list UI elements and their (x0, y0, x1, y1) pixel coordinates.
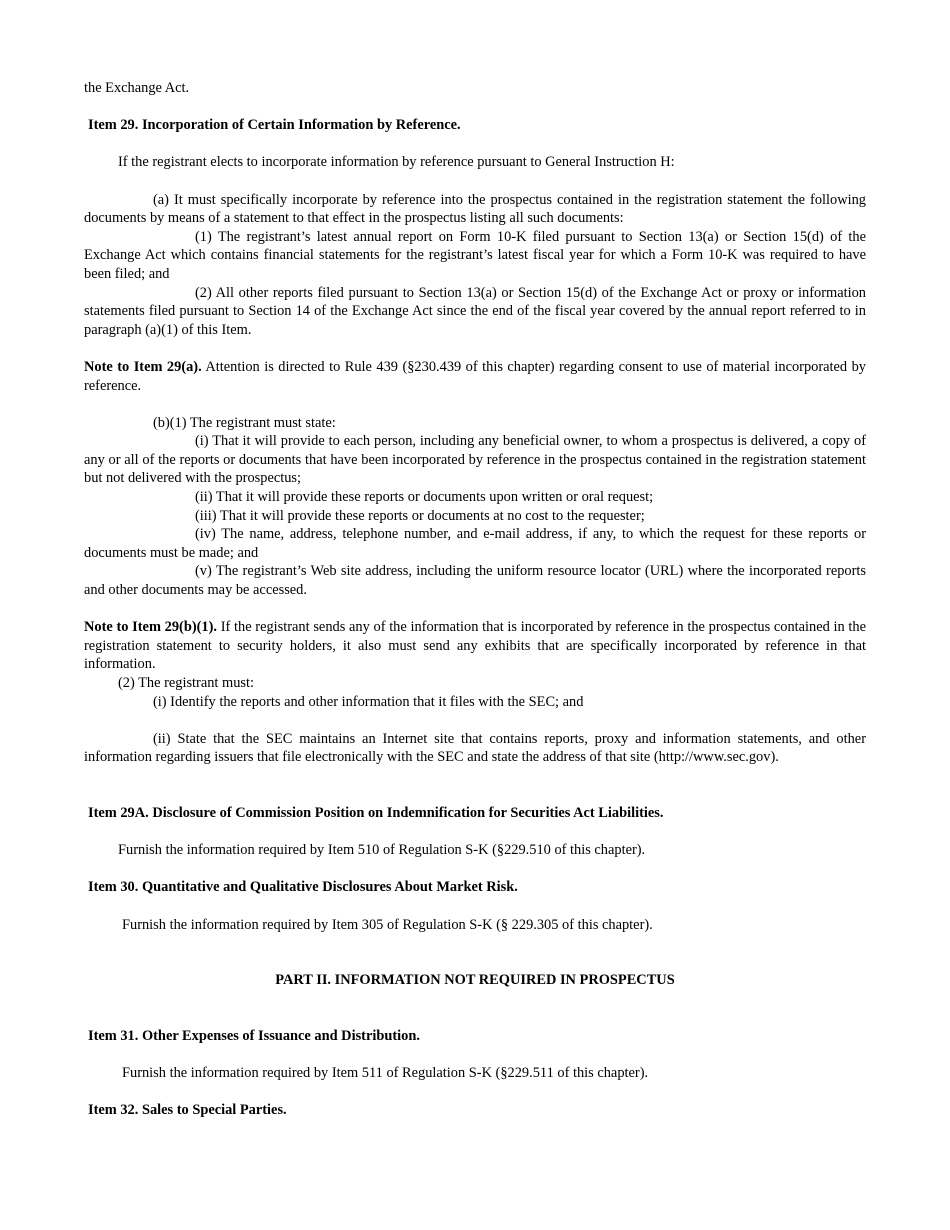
item-29-a2: (2) All other reports filed pursuant to Section 13(a) or Section 15(d) of the Exchange Act or proxy or information statements filed pursuant to Section 14 of the Exchange Act since the end of the fiscal year covered by the annual report referred to in paragraph (a)(1) of this Item. (84, 284, 866, 338)
part-2-heading: PART II. INFORMATION NOT REQUIRED IN PROSPECTUS (275, 972, 675, 989)
note-item-29b1-label: Note to Item 29(b)(1). (84, 619, 217, 636)
item-29-b1-ii: (ii) That it will provide these reports or documents upon written or oral request; (195, 489, 654, 506)
item-29-a1: (1) The registrant’s latest annual report on Form 10-K filed pursuant to Section 13(a) or Section 15(d) of the Exchange Act which contains financial statements for the registrant’s latest fiscal year for which a Form 10-K was required to have been filed; and (84, 228, 866, 282)
note-item-29b1-text: If the registrant sends any of the information that is incorporated by reference in the prospectus contained in the registration statement to security holders, it also must send any exhibits that are specifically incorporated by reference in that information. (84, 619, 866, 673)
note-item-29a-label: Note to Item 29(a). (84, 358, 202, 375)
item-29a-text: Furnish the information required by Item 510 of Regulation S-K (§229.510 of this chapter). (118, 842, 646, 859)
note-item-29a (84, 358, 866, 395)
item-29-heading: Item 29. Incorporation of Certain Information by Reference. (88, 117, 461, 134)
note-item-29b1 (84, 618, 866, 674)
item-29-b1: (b)(1) The registrant must state: (153, 414, 336, 431)
item-29-a: (a) It must specifically incorporate by reference into the prospectus contained in the registration statement the following documents by means of a statement to that effect in the prospectus listing all such documents: (84, 191, 866, 227)
item-29-b1-iv: (iv) The name, address, telephone number, and e-mail address, if any, to which the request for these reports or documents must be made; and (84, 526, 866, 561)
item-31-heading: Item 31. Other Expenses of Issuance and Distribution. (88, 1027, 420, 1044)
item-29-intro: If the registrant elects to incorporate information by reference pursuant to General Instruction H: (118, 154, 675, 171)
item-29-b1-i: (i) That it will provide to each person, including any beneficial owner, to whom a prospectus is delivered, a copy of any or all of the reports or documents that have been incorporated by reference in the prospectus contained in the registration statement but not delivered with the prospectus; (84, 433, 866, 487)
item-32-heading: Item 32. Sales to Special Parties. (88, 1102, 287, 1119)
item-29-b2-i: (i) Identify the reports and other information that it files with the SEC; and (153, 693, 584, 710)
item-29a-heading: Item 29A. Disclosure of Commission Position on Indemnification for Securities Act Liabilities. (88, 804, 664, 821)
item-29-b1-v: (v) The registrant’s Web site address, including the uniform resource locator (URL) where the incorporated reports and other documents may be accessed. (84, 563, 866, 599)
item-30-text: Furnish the information required by Item 305 of Regulation S-K (§ 229.305 of this chapter). (122, 916, 653, 933)
item-30-heading: Item 30. Quantitative and Qualitative Disclosures About Market Risk. (88, 879, 518, 896)
item-29-b2-ii: (ii) State that the SEC maintains an Internet site that contains reports, proxy and information statements, and other information regarding issuers that file electronically with the SEC and state the address of that site (http://www.sec.gov). (84, 730, 866, 766)
item-29-b2: (2) The registrant must: (118, 675, 255, 691)
item-29-b1-iii: (iii) That it will provide these reports or documents at no cost to the requester; (195, 507, 645, 524)
item-31-text: Furnish the information required by Item 511 of Regulation S-K (§229.511 of this chapter). (122, 1064, 649, 1081)
continuation-text: the Exchange Act. (84, 80, 190, 96)
note-item-29a-text: Attention is directed to Rule 439 (§230.439 of this chapter) regarding consent to use of material incorporated by reference. (84, 358, 866, 394)
